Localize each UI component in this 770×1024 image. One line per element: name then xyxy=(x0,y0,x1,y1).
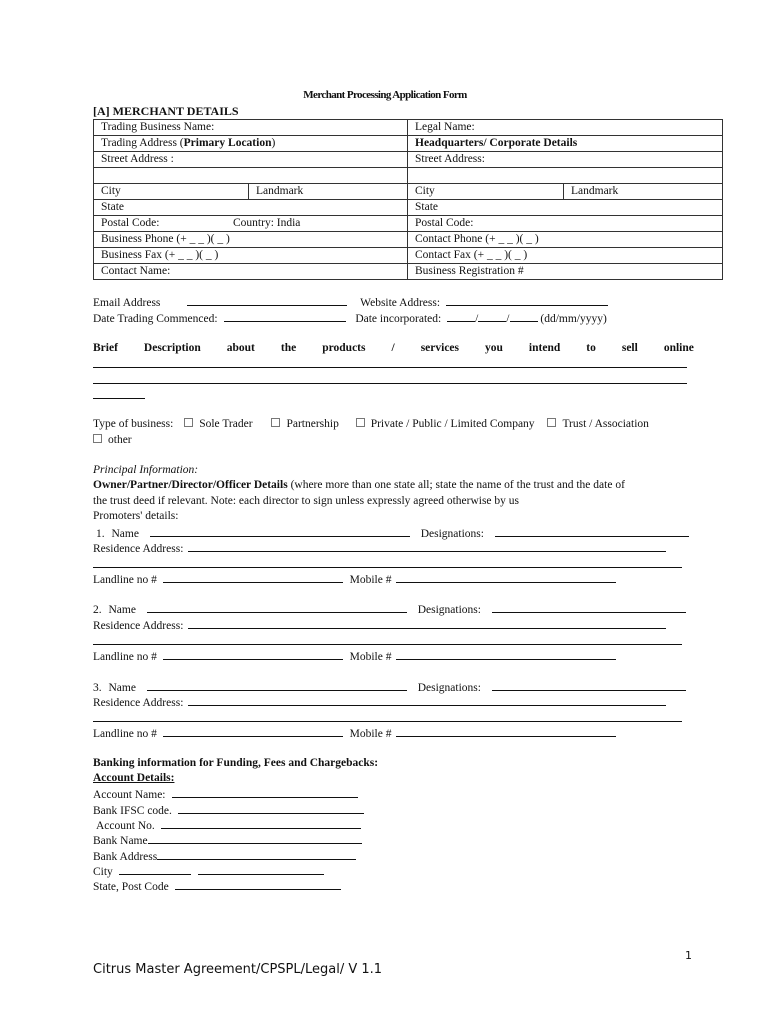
city-right[interactable]: City xyxy=(408,184,564,200)
date-year-input[interactable] xyxy=(510,311,538,322)
email-website-row xyxy=(93,295,608,309)
promoter-2-residence-row: Residence Address: xyxy=(93,618,666,632)
hq-heading-cell: Headquarters/ Corporate Details xyxy=(408,136,723,152)
description-line-3[interactable] xyxy=(93,398,145,399)
state-post-input[interactable] xyxy=(175,879,341,890)
promoter-2-residence-input[interactable] xyxy=(188,618,666,629)
landmark-right[interactable]: Landmark xyxy=(564,184,723,200)
promoter-3-phone-row: Landline no # Mobile # xyxy=(93,726,616,740)
trust-checkbox[interactable] xyxy=(547,418,556,427)
contact-phone-cell[interactable]: Contact Phone (+ _ _ )( _ ) xyxy=(408,232,723,248)
ifsc-input[interactable] xyxy=(178,803,364,814)
landmark-left[interactable]: Landmark xyxy=(249,184,408,200)
merchant-details-table xyxy=(93,119,723,280)
date-month-input[interactable] xyxy=(478,311,506,322)
trading-name-cell[interactable]: Trading Business Name: xyxy=(94,120,408,136)
street-address-right[interactable]: Street Address: xyxy=(408,152,723,168)
promoter-1-landline-input[interactable] xyxy=(163,572,343,583)
business-fax-cell[interactable]: Business Fax (+ _ _ )( _ ) xyxy=(94,248,408,264)
document-footer: Citrus Master Agreement/CPSPL/Legal/ V 1.1 xyxy=(93,962,383,977)
owner-details-line2: the trust deed if relevant. Note: each director to sign unless expressly agreed otherwise by us xyxy=(93,495,520,507)
promoter-2-name-input[interactable] xyxy=(147,602,407,613)
date-trading-input[interactable] xyxy=(224,311,346,322)
promoter-2-designation-input[interactable] xyxy=(492,602,686,613)
section-a-heading: [A] MERCHANT DETAILS xyxy=(93,104,239,118)
account-name-row: Account Name: xyxy=(93,787,358,801)
legal-name-cell[interactable]: Legal Name: xyxy=(408,120,723,136)
website-label: Website Address: xyxy=(360,297,441,309)
account-no-input[interactable] xyxy=(161,818,361,829)
bank-name-input[interactable] xyxy=(148,833,362,844)
account-details-heading: Account Details: xyxy=(93,772,175,784)
date-incorporated-label: Date incorporated: xyxy=(355,313,442,325)
bank-city-row: City xyxy=(93,864,324,878)
promoter-2-name-row: 2. Name Designations: xyxy=(93,602,686,616)
bank-address-row: Bank Address xyxy=(93,849,356,863)
business-type-row-2: other xyxy=(93,434,132,446)
street-address-left-extra[interactable] xyxy=(94,168,408,184)
account-no-row: Account No. xyxy=(93,818,361,832)
postal-country-left[interactable]: Postal Code: Country: India xyxy=(94,216,408,232)
description-line-1[interactable] xyxy=(93,367,687,368)
bank-address-input[interactable] xyxy=(157,849,356,860)
street-address-right-extra[interactable] xyxy=(408,168,723,184)
promoter-1-phone-row: Landline no # Mobile # xyxy=(93,572,616,586)
promoter-1-name-row: 1. Name Designations: xyxy=(93,526,689,540)
bank-city-input[interactable] xyxy=(119,864,191,875)
date-format-hint: (dd/mm/yyyy) xyxy=(540,313,607,325)
dates-row: Date Trading Commenced: Date incorporated: / / (dd/mm/yyyy) xyxy=(93,313,607,325)
postal-right[interactable]: Postal Code: xyxy=(408,216,723,232)
promoter-1-residence-line-2[interactable] xyxy=(93,567,682,568)
email-label: Email Address xyxy=(93,297,161,309)
city-left[interactable]: City xyxy=(94,184,249,200)
website-input[interactable] xyxy=(446,295,608,306)
page-number: 1 xyxy=(685,949,692,962)
ifsc-row: Bank IFSC code. xyxy=(93,803,364,817)
date-day-input[interactable] xyxy=(447,311,475,322)
brief-description-heading: Brief Description about the products / services you intend to sell online xyxy=(93,342,694,354)
promoter-1-residence-input[interactable] xyxy=(188,541,666,552)
sole-trader-checkbox[interactable] xyxy=(184,418,193,427)
principal-info-heading: Principal Information: xyxy=(93,464,199,476)
business-phone-cell[interactable]: Business Phone (+ _ _ )( _ ) xyxy=(94,232,408,248)
date-trading-label: Date Trading Commenced: xyxy=(93,313,218,325)
state-left[interactable]: State xyxy=(94,200,408,216)
business-registration-cell[interactable]: Business Registration # xyxy=(408,264,723,280)
promoter-3-residence-row: Residence Address: xyxy=(93,695,666,709)
promoter-3-mobile-input[interactable] xyxy=(396,726,616,737)
state-right[interactable]: State xyxy=(408,200,723,216)
form-title: Merchant Processing Application Form xyxy=(303,89,467,101)
promoter-3-landline-input[interactable] xyxy=(163,726,343,737)
promoters-label: Promoters' details: xyxy=(93,510,179,522)
promoter-1-name-input[interactable] xyxy=(150,526,410,537)
promoter-1-mobile-input[interactable] xyxy=(396,572,616,583)
business-type-label: Type of business: xyxy=(93,418,174,430)
contact-name-cell[interactable]: Contact Name: xyxy=(94,264,408,280)
bank-city-extra-input[interactable] xyxy=(198,864,324,875)
street-address-left[interactable]: Street Address : xyxy=(94,152,408,168)
bank-name-row: Bank Name xyxy=(93,833,362,847)
business-type-row: Type of business: Sole Trader Partnership Private / Public / Limited Company Trust / Association xyxy=(93,418,649,430)
contact-fax-cell[interactable]: Contact Fax (+ _ _ )( _ ) xyxy=(408,248,723,264)
account-name-input[interactable] xyxy=(172,787,358,798)
email-input[interactable] xyxy=(187,295,347,306)
promoter-2-residence-line-2[interactable] xyxy=(93,644,682,645)
promoter-3-name-row: 3. Name Designations: xyxy=(93,680,686,694)
other-checkbox[interactable] xyxy=(93,434,102,443)
promoter-2-mobile-input[interactable] xyxy=(396,649,616,660)
promoter-1-residence-row: Residence Address: xyxy=(93,541,666,555)
banking-heading: Banking information for Funding, Fees and Chargebacks: xyxy=(93,757,379,769)
promoter-3-designation-input[interactable] xyxy=(492,680,686,691)
promoter-3-name-input[interactable] xyxy=(147,680,407,691)
promoter-3-residence-input[interactable] xyxy=(188,695,666,706)
trading-address-cell[interactable]: Trading Address (Primary Location) xyxy=(94,136,408,152)
description-line-2[interactable] xyxy=(93,383,687,384)
company-checkbox[interactable] xyxy=(356,418,365,427)
owner-details-line1: Owner/Partner/Director/Officer Details (where more than one state all; state the name of the trust and the date of xyxy=(93,479,625,491)
state-post-row: State, Post Code xyxy=(93,879,341,893)
promoter-2-landline-input[interactable] xyxy=(163,649,343,660)
promoter-3-residence-line-2[interactable] xyxy=(93,721,682,722)
partnership-checkbox[interactable] xyxy=(271,418,280,427)
promoter-2-phone-row: Landline no # Mobile # xyxy=(93,649,616,663)
promoter-1-designation-input[interactable] xyxy=(495,526,689,537)
